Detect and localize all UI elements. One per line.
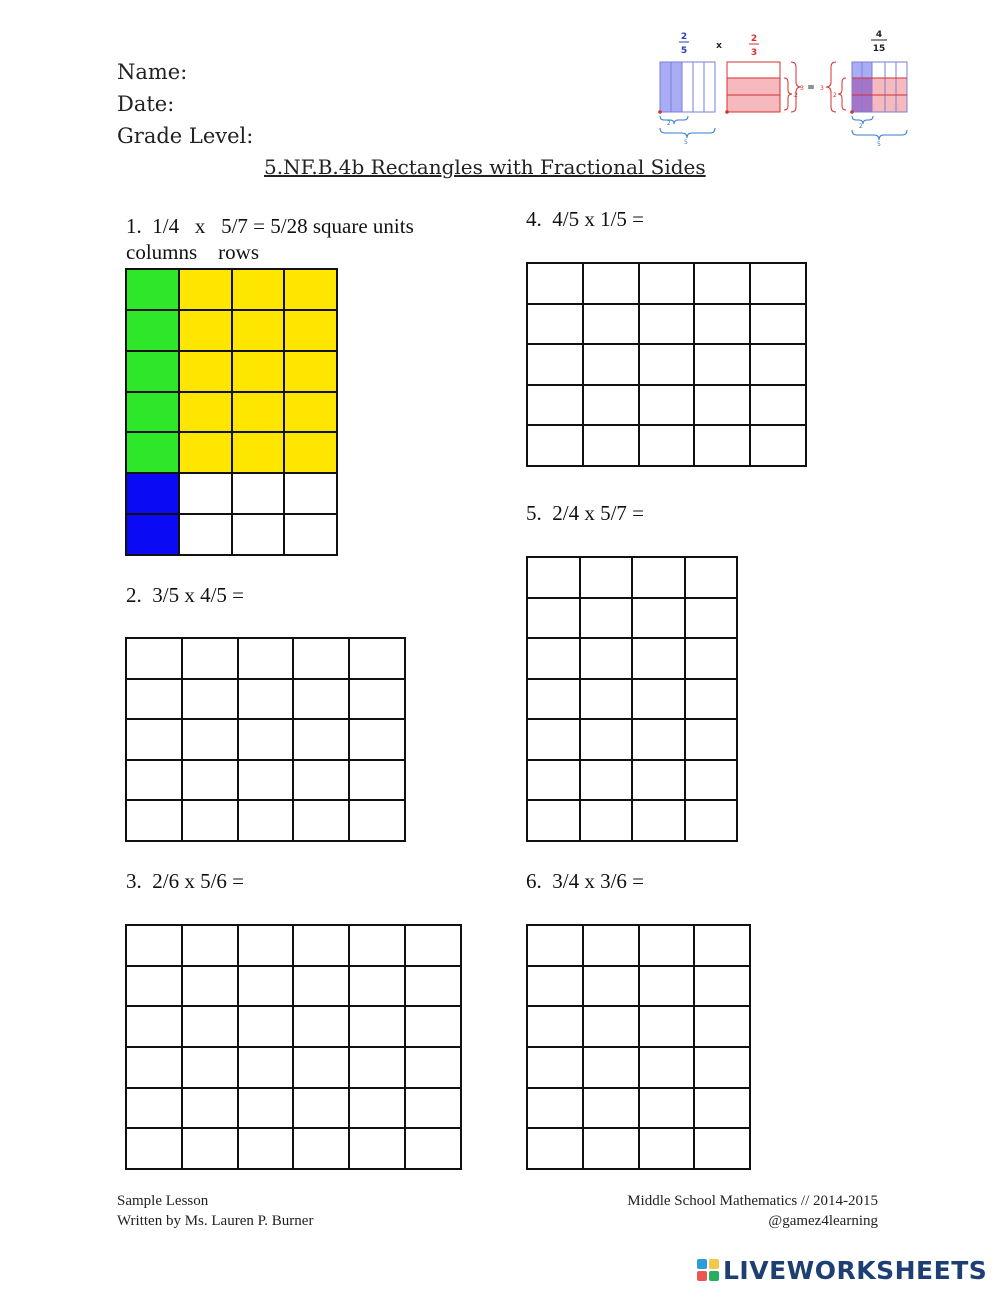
grid-cell[interactable]	[640, 386, 696, 427]
grid-cell[interactable]	[294, 761, 350, 802]
grid-cell[interactable]	[350, 1048, 406, 1089]
brace-label-5a: 5	[684, 139, 688, 146]
problem-1-grid	[125, 268, 338, 556]
brace-label-2d: 2	[859, 123, 863, 130]
equals-sign: =	[807, 83, 815, 93]
grid-cell[interactable]	[528, 345, 584, 386]
grid-cell[interactable]	[528, 639, 581, 680]
grid-cell[interactable]	[183, 1007, 239, 1048]
grid-cell[interactable]	[751, 426, 807, 467]
grid-cell[interactable]	[350, 720, 406, 761]
grid-cell[interactable]	[633, 558, 686, 599]
grid-cell[interactable]	[633, 680, 686, 721]
grid-cell[interactable]	[584, 1048, 640, 1089]
grid-cell	[233, 270, 286, 311]
fraction-2-denominator: 3	[750, 48, 758, 58]
grid-cell[interactable]	[239, 926, 295, 967]
grid-cell[interactable]	[584, 926, 640, 967]
grid-cell	[127, 515, 180, 556]
grid-cell[interactable]	[127, 1089, 183, 1130]
grid-cell[interactable]	[528, 720, 581, 761]
grid-cell	[180, 515, 233, 556]
grid-cell[interactable]	[239, 639, 295, 680]
grid-cell[interactable]	[528, 305, 584, 346]
grid-cell	[127, 270, 180, 311]
grid-cell[interactable]	[695, 305, 751, 346]
grid-cell[interactable]	[183, 639, 239, 680]
grid-cell[interactable]	[350, 1129, 406, 1170]
grid-cell[interactable]	[294, 1129, 350, 1170]
grid-cell[interactable]	[633, 801, 686, 842]
name-label: Name:	[117, 60, 188, 84]
grid-cell	[233, 515, 286, 556]
footer-author: Written by Ms. Lauren P. Burner	[117, 1213, 314, 1229]
grid-cell	[285, 433, 338, 474]
grid-cell[interactable]	[127, 926, 183, 967]
example-diagram	[652, 28, 914, 150]
problem-2-label: 2. 3/5 x 4/5 =	[126, 583, 245, 607]
grid-cell[interactable]	[581, 801, 634, 842]
liveworksheets-brand[interactable]	[697, 1255, 987, 1285]
grid-cell	[233, 393, 286, 434]
grid-cell[interactable]	[695, 386, 751, 427]
grid-cell[interactable]	[350, 926, 406, 967]
grid-cell[interactable]	[584, 967, 640, 1008]
grid-cell[interactable]	[633, 599, 686, 640]
grid-cell[interactable]	[695, 1129, 751, 1170]
footer-sample-lesson: Sample Lesson	[117, 1193, 209, 1209]
grid-cell	[285, 393, 338, 434]
grid-cell[interactable]	[294, 926, 350, 967]
grid-cell[interactable]	[294, 801, 350, 842]
grid-cell[interactable]	[239, 680, 295, 721]
grid-cell[interactable]	[695, 967, 751, 1008]
grid-cell[interactable]	[584, 1089, 640, 1130]
grid-cell[interactable]	[528, 926, 584, 967]
grid-cell[interactable]	[686, 639, 739, 680]
grid-cell	[127, 311, 180, 352]
grid-cell[interactable]	[183, 761, 239, 802]
problem-5-label: 5. 2/4 x 5/7 =	[526, 501, 645, 525]
grid-cell[interactable]	[239, 1129, 295, 1170]
grid-cell[interactable]	[695, 926, 751, 967]
page-title: 5.NF.B.4b Rectangles with Fractional Sides	[264, 155, 706, 179]
brace-label-3b: 3	[820, 85, 824, 92]
grid-cell[interactable]	[686, 599, 739, 640]
grid-cell[interactable]	[528, 680, 581, 721]
grid-cell[interactable]	[581, 720, 634, 761]
footer-handle: @gamez4learning	[768, 1213, 878, 1229]
grid-cell[interactable]	[528, 801, 581, 842]
grid-cell	[180, 270, 233, 311]
grid-cell[interactable]	[127, 1048, 183, 1089]
grid-cell	[180, 393, 233, 434]
problem-4-label: 4. 4/5 x 1/5 =	[526, 207, 645, 231]
grid-cell[interactable]	[127, 761, 183, 802]
grid-cell[interactable]	[528, 558, 581, 599]
grid-cell[interactable]	[183, 926, 239, 967]
brace-label-5b: 5	[877, 141, 881, 148]
grid-cell[interactable]	[584, 386, 640, 427]
grid-cell[interactable]	[406, 926, 462, 967]
date-label: Date:	[117, 92, 175, 116]
grid-cell[interactable]	[350, 680, 406, 721]
grid-cell	[285, 515, 338, 556]
grid-cell[interactable]	[640, 1089, 696, 1130]
grid-cell[interactable]	[528, 264, 584, 305]
grid-cell[interactable]	[406, 967, 462, 1008]
fraction-1-denominator: 5	[680, 46, 688, 56]
grid-cell[interactable]	[528, 1129, 584, 1170]
grid-cell[interactable]	[294, 680, 350, 721]
grid-cell	[127, 352, 180, 393]
grid-cell[interactable]	[239, 761, 295, 802]
fraction-3-numerator: 4	[875, 30, 883, 40]
grid-cell[interactable]	[406, 1048, 462, 1089]
grid-cell[interactable]	[127, 1129, 183, 1170]
grid-cell[interactable]	[633, 639, 686, 680]
brace-label-2a: 2	[667, 120, 671, 127]
fraction-2-numerator: 2	[750, 34, 758, 44]
grid-cell[interactable]	[239, 1007, 295, 1048]
grid-cell[interactable]	[127, 967, 183, 1008]
grid-cell[interactable]	[294, 720, 350, 761]
grid-cell[interactable]	[686, 761, 739, 802]
grid-cell	[233, 474, 286, 515]
grid-cell[interactable]	[183, 967, 239, 1008]
grid-cell[interactable]	[183, 720, 239, 761]
grid-cell[interactable]	[294, 1007, 350, 1048]
grid-cell[interactable]	[751, 386, 807, 427]
grid-cell[interactable]	[640, 345, 696, 386]
example-diagram-svg	[652, 28, 914, 150]
grid-cell	[127, 393, 180, 434]
grid-cell[interactable]	[183, 1129, 239, 1170]
grid-cell[interactable]	[528, 1007, 584, 1048]
grid-cell[interactable]	[239, 801, 295, 842]
problem-3-label: 3. 2/6 x 5/6 =	[126, 869, 245, 893]
grid-cell[interactable]	[127, 801, 183, 842]
grid-cell[interactable]	[183, 1048, 239, 1089]
problem-2-grid[interactable]	[125, 637, 406, 842]
grid-cell[interactable]	[127, 1007, 183, 1048]
grid-cell[interactable]	[350, 801, 406, 842]
grid-cell[interactable]	[584, 305, 640, 346]
grid-cell[interactable]	[528, 967, 584, 1008]
grid-cell	[285, 270, 338, 311]
grid-cell[interactable]	[584, 345, 640, 386]
grid-cell[interactable]	[581, 639, 634, 680]
grid-cell	[180, 311, 233, 352]
grid-cell[interactable]	[584, 426, 640, 467]
grid-cell	[127, 433, 180, 474]
grid-cell[interactable]	[528, 1089, 584, 1130]
times-sign: x	[716, 41, 722, 51]
problem-1-label: 1. 1/4 x 5/7 = 5/28 square units	[126, 214, 414, 238]
grid-cell[interactable]	[640, 1048, 696, 1089]
grid-cell[interactable]	[294, 1048, 350, 1089]
grid-cell[interactable]	[686, 558, 739, 599]
brace-label-3: 3	[800, 85, 804, 92]
grid-cell[interactable]	[640, 426, 696, 467]
grid-cell[interactable]	[633, 720, 686, 761]
grid-cell[interactable]	[294, 639, 350, 680]
grid-cell[interactable]	[406, 1129, 462, 1170]
grid-cell	[233, 352, 286, 393]
brace-label-2b: 2	[794, 92, 798, 99]
grid-cell[interactable]	[751, 264, 807, 305]
grid-cell[interactable]	[294, 967, 350, 1008]
grid-cell	[180, 352, 233, 393]
grid-cell[interactable]	[239, 1048, 295, 1089]
grid-cell[interactable]	[584, 1007, 640, 1048]
grid-cell	[180, 474, 233, 515]
grid-cell[interactable]	[406, 1089, 462, 1130]
problem-5-grid[interactable]	[526, 556, 738, 842]
grid-cell[interactable]	[640, 264, 696, 305]
grid-cell[interactable]	[640, 926, 696, 967]
problem-6-label: 6. 3/4 x 3/6 =	[526, 869, 645, 893]
grid-cell[interactable]	[294, 1089, 350, 1130]
grid-cell[interactable]	[686, 680, 739, 721]
grid-cell	[233, 433, 286, 474]
grid-cell	[127, 474, 180, 515]
grid-cell[interactable]	[350, 761, 406, 802]
grid-cell[interactable]	[686, 801, 739, 842]
grid-cell[interactable]	[239, 1089, 295, 1130]
grid-cell[interactable]	[127, 720, 183, 761]
grid-cell[interactable]	[528, 426, 584, 467]
brace-label-2c: 2	[833, 92, 837, 99]
grid-cell[interactable]	[127, 680, 183, 721]
grid-cell[interactable]	[239, 720, 295, 761]
grid-cell[interactable]	[127, 639, 183, 680]
grid-cell[interactable]	[528, 386, 584, 427]
footer-course: Middle School Mathematics // 2014-2015	[627, 1193, 878, 1209]
grid-cell[interactable]	[640, 967, 696, 1008]
grid-cell[interactable]	[695, 264, 751, 305]
grid-cell	[285, 352, 338, 393]
grid-cell[interactable]	[695, 345, 751, 386]
grid-cell[interactable]	[581, 599, 634, 640]
problem-6-grid[interactable]	[526, 924, 751, 1170]
grid-cell[interactable]	[528, 1048, 584, 1089]
problem-1-sublabel: columns rows	[126, 240, 259, 264]
grid-cell[interactable]	[406, 1007, 462, 1048]
grid-cell[interactable]	[695, 1048, 751, 1089]
grid-cell[interactable]	[581, 761, 634, 802]
grid-cell	[233, 311, 286, 352]
grid-cell[interactable]	[239, 967, 295, 1008]
grid-cell[interactable]	[183, 1089, 239, 1130]
grid-cell[interactable]	[584, 264, 640, 305]
grade-level-label: Grade Level:	[117, 124, 254, 148]
grid-cell[interactable]	[695, 426, 751, 467]
grid-cell	[285, 311, 338, 352]
grid-cell[interactable]	[751, 305, 807, 346]
grid-cell[interactable]	[581, 558, 634, 599]
fraction-3-denominator: 15	[872, 44, 886, 54]
grid-cell[interactable]	[640, 1129, 696, 1170]
liveworksheets-logo-icon	[697, 1259, 719, 1281]
grid-cell[interactable]	[581, 680, 634, 721]
grid-cell[interactable]	[686, 720, 739, 761]
grid-cell	[180, 433, 233, 474]
grid-cell[interactable]	[584, 1129, 640, 1170]
grid-cell[interactable]	[528, 599, 581, 640]
grid-cell[interactable]	[633, 761, 686, 802]
grid-cell[interactable]	[640, 1007, 696, 1048]
grid-cell[interactable]	[695, 1089, 751, 1130]
problem-3-grid[interactable]	[125, 924, 462, 1170]
grid-cell[interactable]	[183, 680, 239, 721]
grid-cell[interactable]	[350, 1007, 406, 1048]
grid-cell[interactable]	[350, 639, 406, 680]
grid-cell[interactable]	[350, 1089, 406, 1130]
grid-cell[interactable]	[640, 305, 696, 346]
fraction-1-numerator: 2	[680, 32, 688, 42]
grid-cell	[285, 474, 338, 515]
grid-cell[interactable]	[350, 967, 406, 1008]
grid-cell[interactable]	[528, 761, 581, 802]
problem-4-grid[interactable]	[526, 262, 807, 467]
liveworksheets-wordmark: LIVEWORKSHEETS	[723, 1255, 988, 1285]
grid-cell[interactable]	[695, 1007, 751, 1048]
grid-cell[interactable]	[751, 345, 807, 386]
grid-cell[interactable]	[183, 801, 239, 842]
